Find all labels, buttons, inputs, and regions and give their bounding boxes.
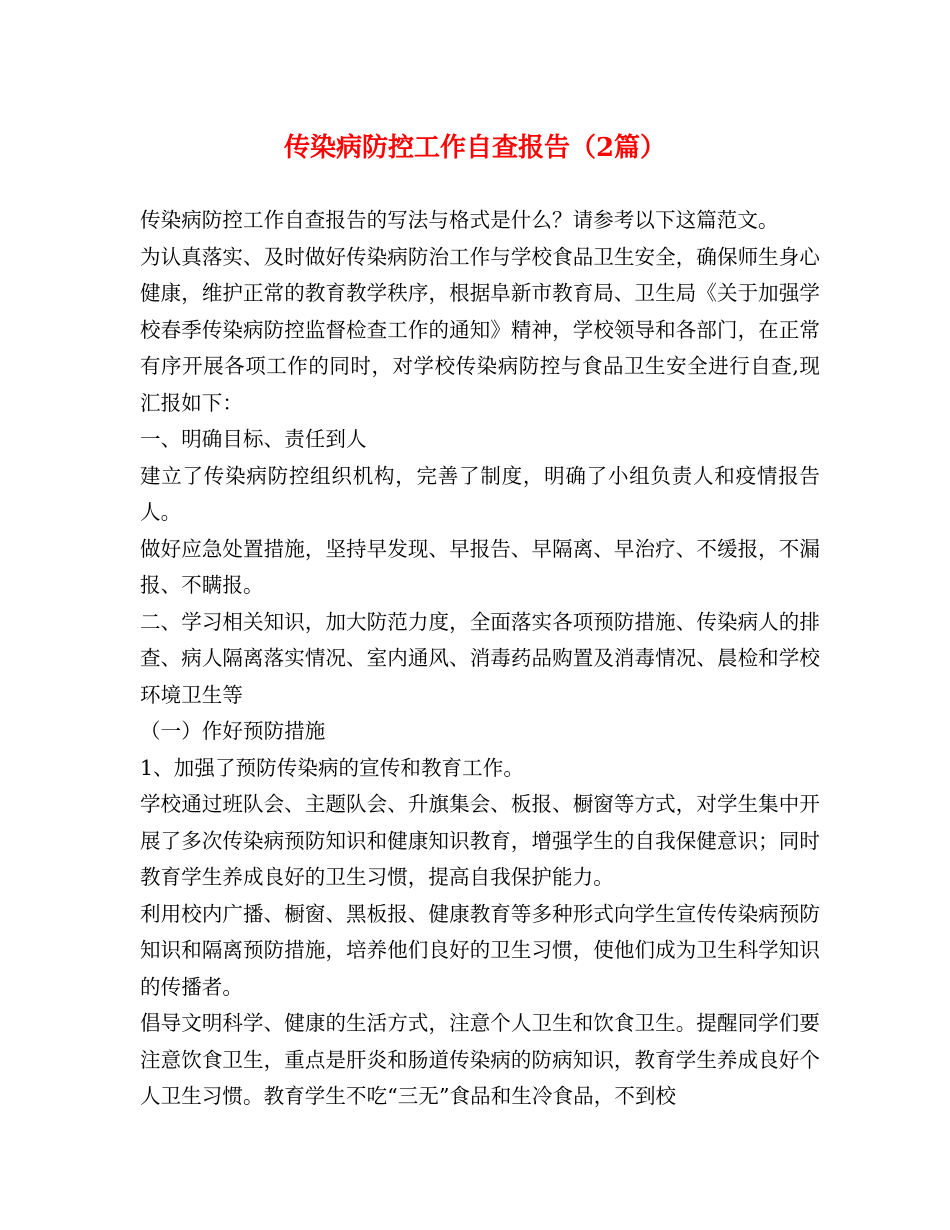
section-heading-2: 二、学习相关知识，加大防范力度，全面落实各项预防措施、传染病人的排查、病人隔离落实情况、室内通风、消毒药品购置及消毒情况、晨检和学校环境卫生等 (140, 609, 820, 707)
list-item-heading-1: 1、加强了预防传染病的宣传和教育工作。 (140, 755, 524, 780)
document-body (140, 202, 820, 1115)
paragraph-intro: 传染病防控工作自查报告的写法与格式是什么？请参考以下这篇范文。 (140, 208, 779, 232)
paragraph-education: 学校通过班队会、主题队会、升旗集会、板报、橱窗等方式，对学生集中开展了多次传染病预防知识和健康知识教育，增强学生的自我保健意识；同时教育学生养成良好的卫生习惯，提高自我保护能力。 (140, 792, 820, 889)
paragraph-publicity: 利用校内广播、橱窗、黑板报、健康教育等多种形式向学生宣传传染病预防知识和隔离预防措施，培养他们良好的卫生习惯，使他们成为卫生科学知识的传播者。 (140, 901, 820, 999)
paragraph-organization: 建立了传染病防控组织机构，完善了制度，明确了小组负责人和疫情报告人。 (140, 463, 820, 524)
paragraph-emergency: 做好应急处置措施，坚持早发现、早报告、早隔离、早治疗、不缓报，不漏报、不瞒报。 (140, 536, 820, 597)
document-title: 传染病防控工作自查报告（2篇） (283, 133, 667, 163)
paragraph-lifestyle: 倡导文明科学、健康的生活方式，注意个人卫生和饮食卫生。提醒同学们要注意饮食卫生，重点是肝炎和肠道传染病的防病知识，教育学生养成良好个人卫生习惯。教育学生不吃“三无”食品和生冷食品，不到校 (140, 1011, 820, 1108)
section-heading-1: 一、明确目标、责任到人 (140, 427, 367, 451)
subsection-heading-1: （一）作好预防措施 (140, 719, 326, 743)
paragraph-background: 为认真落实、及时做好传染病防治工作与学校食品卫生安全，确保师生身心健康，维护正常的教育教学秩序，根据阜新市教育局、卫生局《关于加强学校春季传染病防控监督检查工作的通知》精神，学校领导和各部门，在正常有序开展各项工作的同时，对学校传染病防控与食品卫生安全进行自查,现汇报如下： (140, 244, 820, 415)
